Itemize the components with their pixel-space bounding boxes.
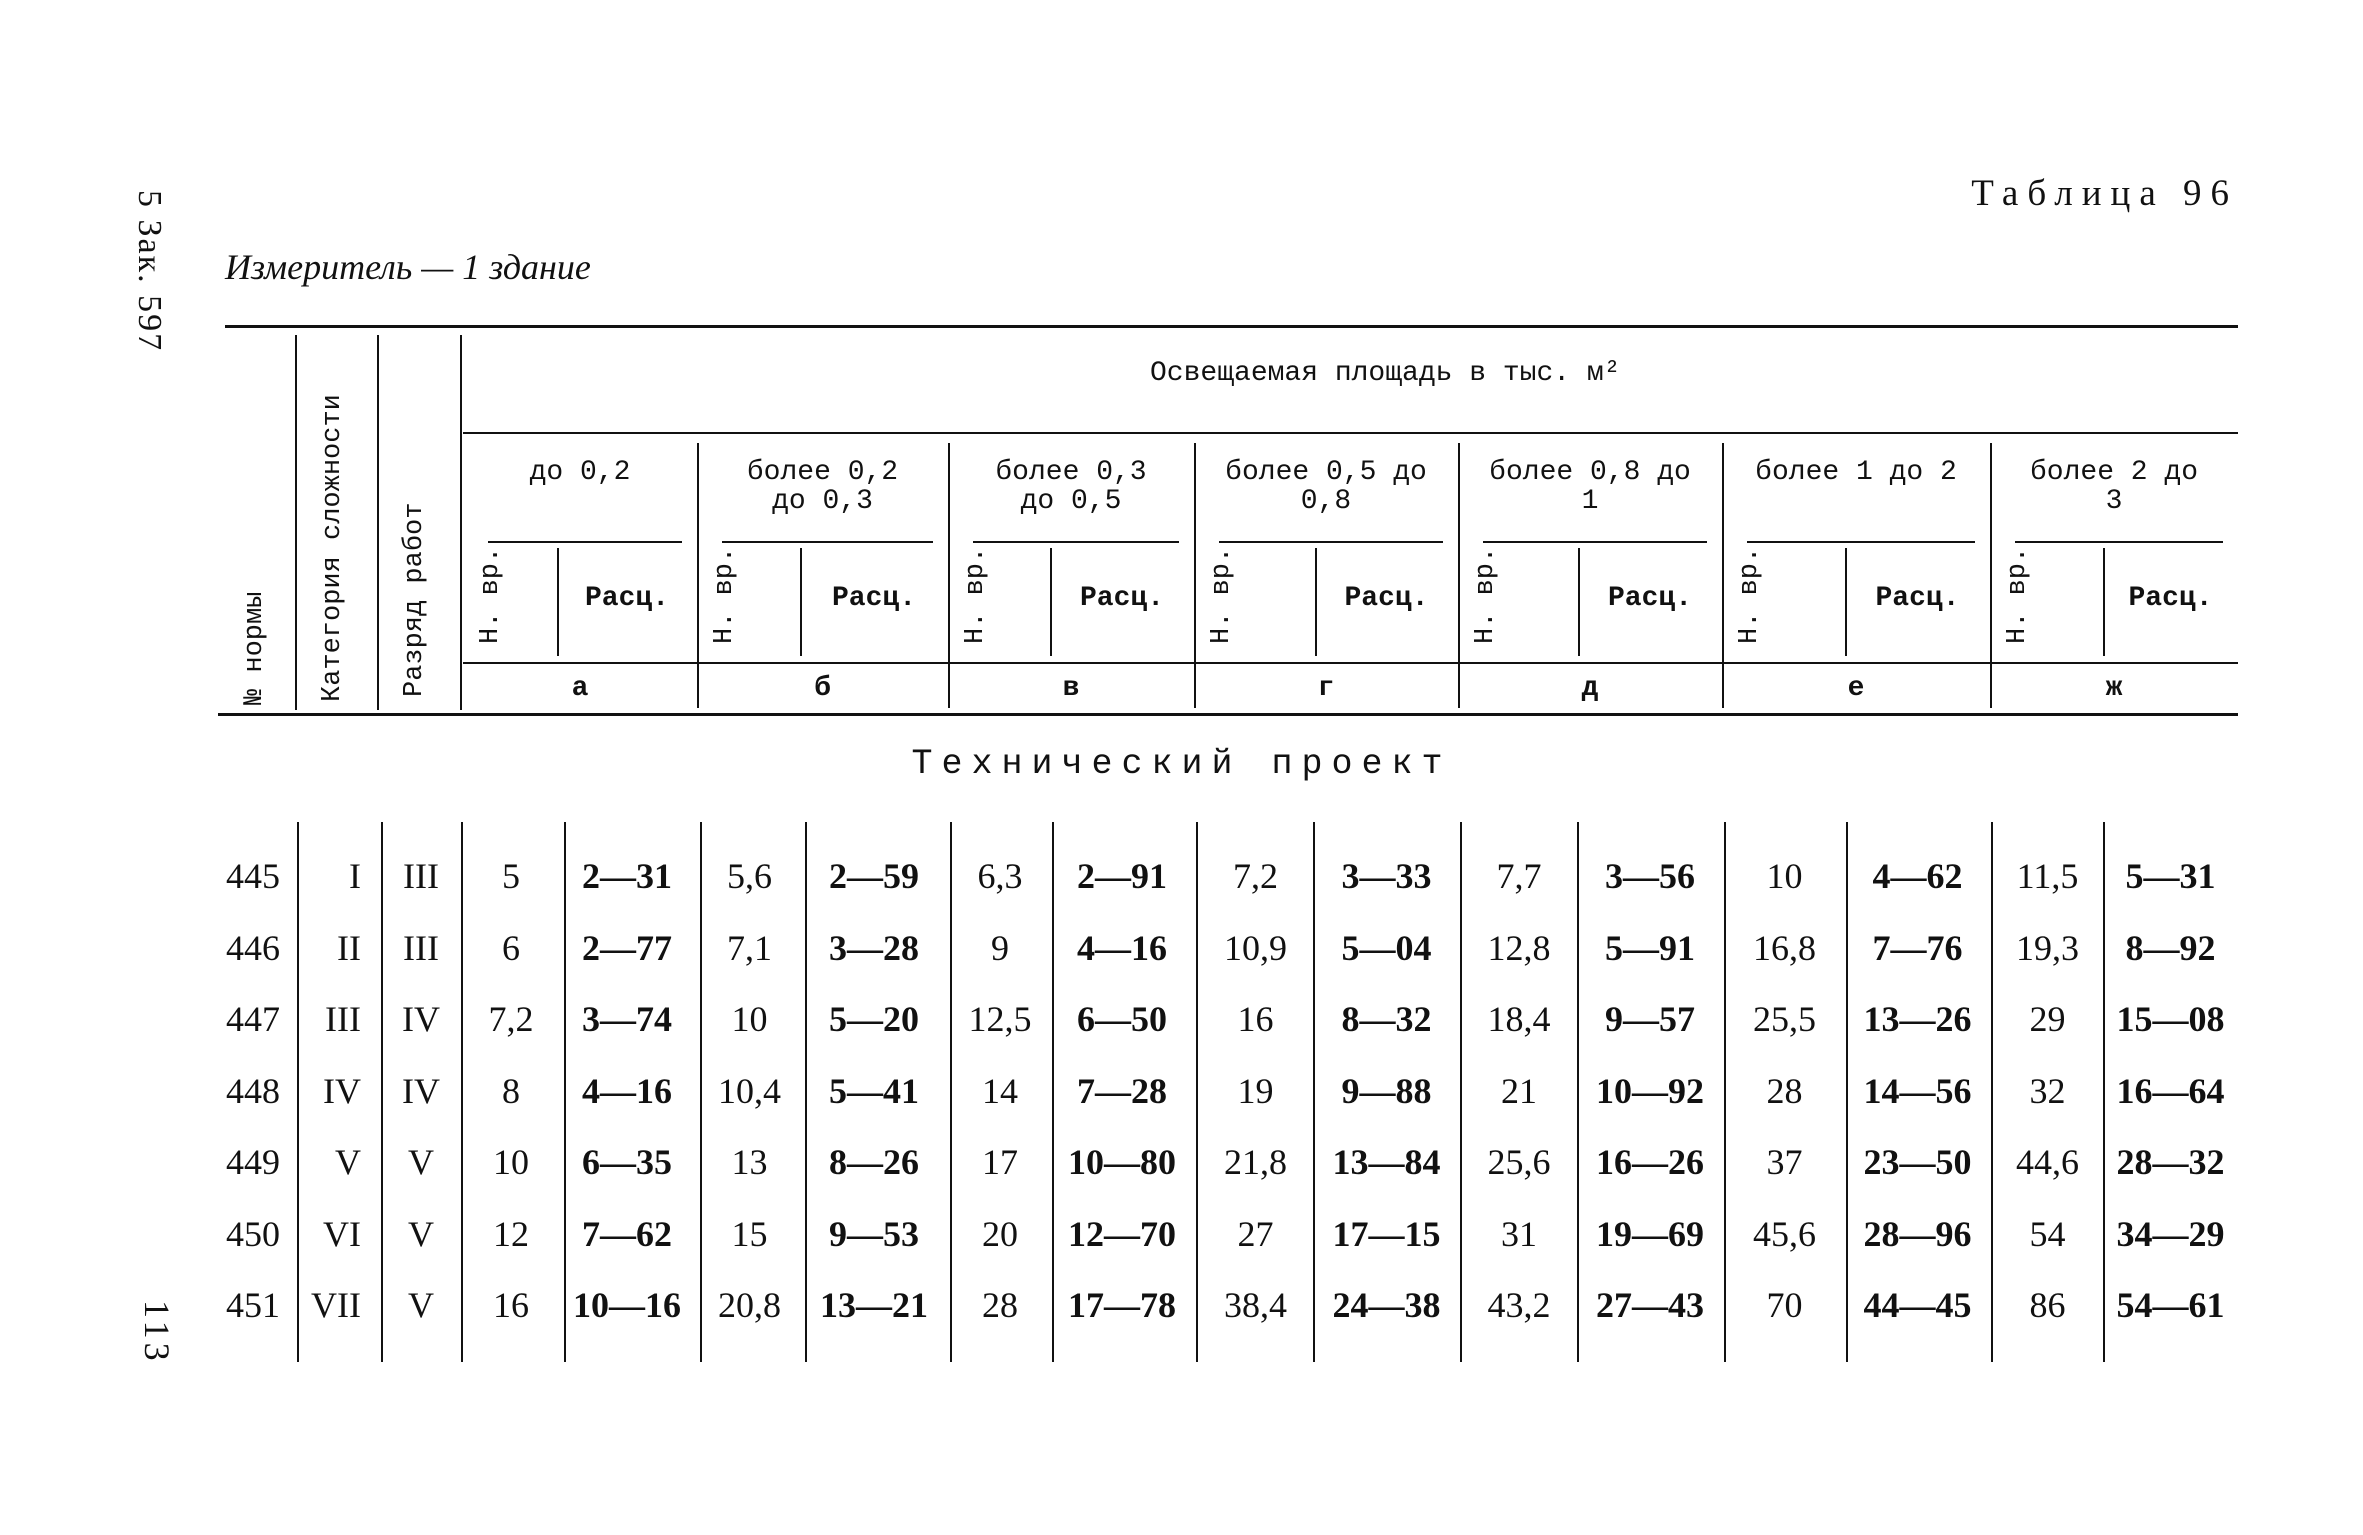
body-column-divider (700, 822, 702, 1362)
rate: 28—32 (2116, 1142, 2225, 1182)
header-rasc: Расц. (1875, 583, 1960, 614)
rate: 6—35 (582, 1142, 672, 1182)
rate: 27—43 (1596, 1285, 1704, 1325)
norm-number: 446 (226, 928, 280, 968)
time-norm: 20,8 (718, 1285, 781, 1325)
rate: 13—21 (820, 1285, 928, 1325)
rate: 7—62 (582, 1214, 672, 1254)
time-norm: 32 (2029, 1071, 2066, 1111)
header-rasc: Расц. (1344, 583, 1429, 614)
group-letter: а (571, 673, 589, 704)
nvr-rasc-divider (800, 548, 802, 656)
time-norm: 21 (1501, 1071, 1537, 1111)
rate: 17—15 (1332, 1214, 1441, 1254)
group-range-label: до 0,2 (529, 457, 631, 488)
header-nvr: Н. вр. (710, 546, 740, 644)
norm-number: 449 (226, 1142, 280, 1182)
header-rasc: Расц. (1607, 583, 1692, 614)
time-norm: 7,2 (1233, 856, 1278, 896)
group-range-label: более 2 до 3 (2029, 457, 2199, 517)
rate: 3—33 (1341, 856, 1432, 896)
rate: 23—50 (1863, 1142, 1972, 1182)
time-norm: 29 (2029, 999, 2066, 1039)
time-norm: 10,9 (1224, 928, 1287, 968)
time-norm: 7,2 (488, 999, 534, 1039)
time-norm: 8 (502, 1071, 520, 1111)
time-norm: 7,7 (1496, 856, 1542, 896)
rate: 10—80 (1068, 1142, 1176, 1182)
time-norm: 5,6 (727, 856, 772, 896)
rate: 5—31 (2125, 856, 2216, 896)
group-divider (1990, 443, 1992, 708)
time-norm: 43,2 (1487, 1285, 1551, 1325)
work-grade: IV (402, 999, 440, 1039)
nvr-rasc-divider (557, 548, 559, 656)
time-norm: 5 (502, 856, 520, 896)
rate: 13—84 (1332, 1142, 1441, 1182)
time-norm: 12,5 (968, 999, 1032, 1039)
time-norm: 19,3 (2016, 928, 2079, 968)
time-norm: 70 (1766, 1285, 1803, 1325)
time-norm: 7,1 (727, 928, 772, 968)
complexity-category: II (337, 928, 361, 968)
nvr-rasc-divider (1050, 548, 1052, 656)
group-divider (1722, 443, 1724, 708)
rate: 44—45 (1863, 1285, 1972, 1325)
letter-row-rule (463, 662, 2238, 664)
rate: 2—59 (829, 856, 919, 896)
nvr-rasc-divider (1845, 548, 1847, 656)
group-range-label: более 1 до 2 (1755, 457, 1957, 488)
table-top-rule (225, 325, 2238, 328)
time-norm: 12 (493, 1214, 529, 1254)
header-nvr: Н. вр. (1207, 546, 1237, 644)
body-column-divider (1196, 822, 1198, 1362)
complexity-category: VI (323, 1214, 361, 1254)
group-range-label: более 0,8 до 1 (1489, 457, 1691, 517)
group-range-rule (722, 541, 933, 543)
group-range-label: более 0,3 до 0,5 (995, 457, 1147, 517)
norm-number: 445 (226, 856, 280, 896)
time-norm: 15 (731, 1214, 768, 1254)
header-nvr: Н. вр. (1735, 546, 1765, 644)
group-range-rule (2015, 541, 2223, 543)
time-norm: 86 (2029, 1285, 2066, 1325)
table-title: Таблица 96 (1971, 173, 2238, 214)
rate: 4—16 (1077, 928, 1167, 968)
work-grade: V (408, 1142, 434, 1182)
complexity-category: I (349, 856, 361, 896)
rate: 13—26 (1863, 999, 1972, 1039)
time-norm: 10,4 (718, 1071, 781, 1111)
time-norm: 10 (493, 1142, 529, 1182)
time-norm: 6,3 (977, 856, 1023, 896)
time-norm: 25,5 (1753, 999, 1816, 1039)
time-norm: 54 (2029, 1214, 2066, 1254)
rate: 6—50 (1077, 999, 1167, 1039)
time-norm: 20 (982, 1214, 1018, 1254)
work-grade: III (403, 928, 439, 968)
header-rasc: Расц. (1079, 583, 1164, 614)
time-norm: 28 (982, 1285, 1018, 1325)
header-rasc: Расц. (2128, 583, 2213, 614)
time-norm: 16,8 (1753, 928, 1816, 968)
time-norm: 10 (1766, 856, 1803, 896)
rate: 5—04 (1341, 928, 1432, 968)
time-norm: 37 (1766, 1142, 1803, 1182)
nvr-rasc-divider (1315, 548, 1317, 656)
rate: 54—61 (2116, 1285, 2225, 1325)
nvr-rasc-divider (2103, 548, 2105, 656)
group-range-label: более 0,2 до 0,3 (746, 457, 899, 517)
header-nvr: Н. вр. (476, 546, 506, 644)
rate: 4—16 (582, 1071, 672, 1111)
norm-number: 448 (226, 1071, 280, 1111)
body-column-divider (1313, 822, 1315, 1362)
header-nvr: Н. вр. (2003, 546, 2033, 644)
rate: 2—31 (582, 856, 672, 896)
time-norm: 13 (731, 1142, 768, 1182)
time-norm: 21,8 (1224, 1142, 1287, 1182)
time-norm: 44,6 (2016, 1142, 2079, 1182)
time-norm: 19 (1237, 1071, 1274, 1111)
group-divider (948, 443, 950, 708)
rate: 17—78 (1068, 1285, 1176, 1325)
divider-grade-area (460, 335, 462, 710)
rate: 3—74 (582, 999, 672, 1039)
time-norm: 16 (1237, 999, 1274, 1039)
group-letter: е (1847, 673, 1865, 704)
time-norm: 25,6 (1487, 1142, 1551, 1182)
group-letter: ж (2105, 673, 2123, 704)
rate: 2—91 (1077, 856, 1167, 896)
rate: 9—53 (829, 1214, 919, 1254)
group-range-rule (1483, 541, 1707, 543)
complexity-category: V (335, 1142, 361, 1182)
work-grade: V (408, 1285, 434, 1325)
header-nvr: Н. вр. (1471, 546, 1501, 644)
rate: 7—28 (1077, 1071, 1167, 1111)
group-range-rule (1747, 541, 1975, 543)
rate: 28—96 (1863, 1214, 1972, 1254)
side-print-mark: 5 Зак. 597 (131, 190, 168, 353)
area-title-rule (463, 432, 2238, 434)
body-column-divider (1460, 822, 1462, 1362)
time-norm: 31 (1501, 1214, 1537, 1254)
norm-number: 447 (226, 999, 280, 1039)
header-rasc: Расц. (831, 583, 916, 614)
header-area-title: Освещаемая площадь в тыс. м² (1150, 358, 1621, 389)
measure-unit: Измеритель — 1 здание (225, 247, 591, 287)
rate: 34—29 (2116, 1214, 2225, 1254)
rate: 5—20 (829, 999, 919, 1039)
rate: 24—38 (1332, 1285, 1441, 1325)
body-column-divider (1991, 822, 1993, 1362)
time-norm: 14 (982, 1071, 1018, 1111)
complexity-category: III (325, 999, 361, 1039)
rate: 15—08 (2116, 999, 2225, 1039)
group-divider (1458, 443, 1460, 708)
body-column-divider (1577, 822, 1579, 1362)
nvr-rasc-divider (1578, 548, 1580, 656)
rate: 8—92 (2125, 928, 2216, 968)
header-bottom-rule (218, 713, 2238, 716)
time-norm: 17 (982, 1142, 1018, 1182)
rate: 12—70 (1068, 1214, 1176, 1254)
header-category: Категория сложности (318, 394, 348, 702)
rate: 10—92 (1596, 1071, 1704, 1111)
body-column-divider (950, 822, 952, 1362)
body-column-divider (1846, 822, 1848, 1362)
rate: 19—69 (1596, 1214, 1704, 1254)
rate: 7—76 (1872, 928, 1963, 968)
group-range-rule (973, 541, 1179, 543)
rate: 5—91 (1605, 928, 1695, 968)
header-grade: Разряд работ (400, 502, 430, 697)
group-letter: г (1317, 673, 1335, 704)
work-grade: IV (402, 1071, 440, 1111)
complexity-category: VII (311, 1285, 361, 1325)
rate: 16—26 (1596, 1142, 1704, 1182)
rate: 3—56 (1605, 856, 1695, 896)
time-norm: 11,5 (2016, 856, 2079, 896)
time-norm: 27 (1237, 1214, 1274, 1254)
rate: 2—77 (582, 928, 672, 968)
body-column-divider (1052, 822, 1054, 1362)
time-norm: 28 (1766, 1071, 1803, 1111)
work-grade: III (403, 856, 439, 896)
rate: 10—16 (573, 1285, 681, 1325)
time-norm: 12,8 (1487, 928, 1551, 968)
group-letter: д (1581, 673, 1599, 704)
rate: 8—32 (1341, 999, 1432, 1039)
group-range-rule (488, 541, 682, 543)
group-letter: б (814, 673, 831, 704)
header-nvr: Н. вр. (961, 546, 991, 644)
section-title: Технический проект (911, 744, 1452, 784)
header-rasc: Расц. (584, 583, 669, 614)
page-number: 113 (137, 1300, 177, 1365)
complexity-category: IV (323, 1071, 361, 1111)
divider-norm-category (295, 335, 297, 710)
time-norm: 10 (731, 999, 768, 1039)
rate: 9—88 (1341, 1071, 1432, 1111)
rate: 9—57 (1605, 999, 1695, 1039)
group-divider (697, 443, 699, 708)
time-norm: 38,4 (1224, 1285, 1287, 1325)
body-column-divider (461, 822, 463, 1362)
time-norm: 6 (502, 928, 520, 968)
divider-category-grade (377, 335, 379, 710)
group-letter: в (1062, 673, 1080, 704)
body-column-divider (1724, 822, 1726, 1362)
group-divider (1194, 443, 1196, 708)
norm-number: 450 (226, 1214, 280, 1254)
work-grade: V (408, 1214, 434, 1254)
group-range-rule (1219, 541, 1443, 543)
group-range-label: более 0,5 до 0,8 (1225, 457, 1427, 517)
header-norm-number: № нормы (240, 591, 270, 705)
time-norm: 18,4 (1487, 999, 1551, 1039)
norm-number: 451 (226, 1285, 280, 1325)
rate: 14—56 (1863, 1071, 1972, 1111)
rate: 8—26 (829, 1142, 919, 1182)
body-column-divider (2103, 822, 2105, 1362)
time-norm: 45,6 (1753, 1214, 1816, 1254)
rate: 5—41 (829, 1071, 919, 1111)
time-norm: 16 (493, 1285, 529, 1325)
rate: 4—62 (1872, 856, 1963, 896)
rate: 3—28 (829, 928, 919, 968)
time-norm: 9 (991, 928, 1009, 968)
rate: 16—64 (2116, 1071, 2225, 1111)
